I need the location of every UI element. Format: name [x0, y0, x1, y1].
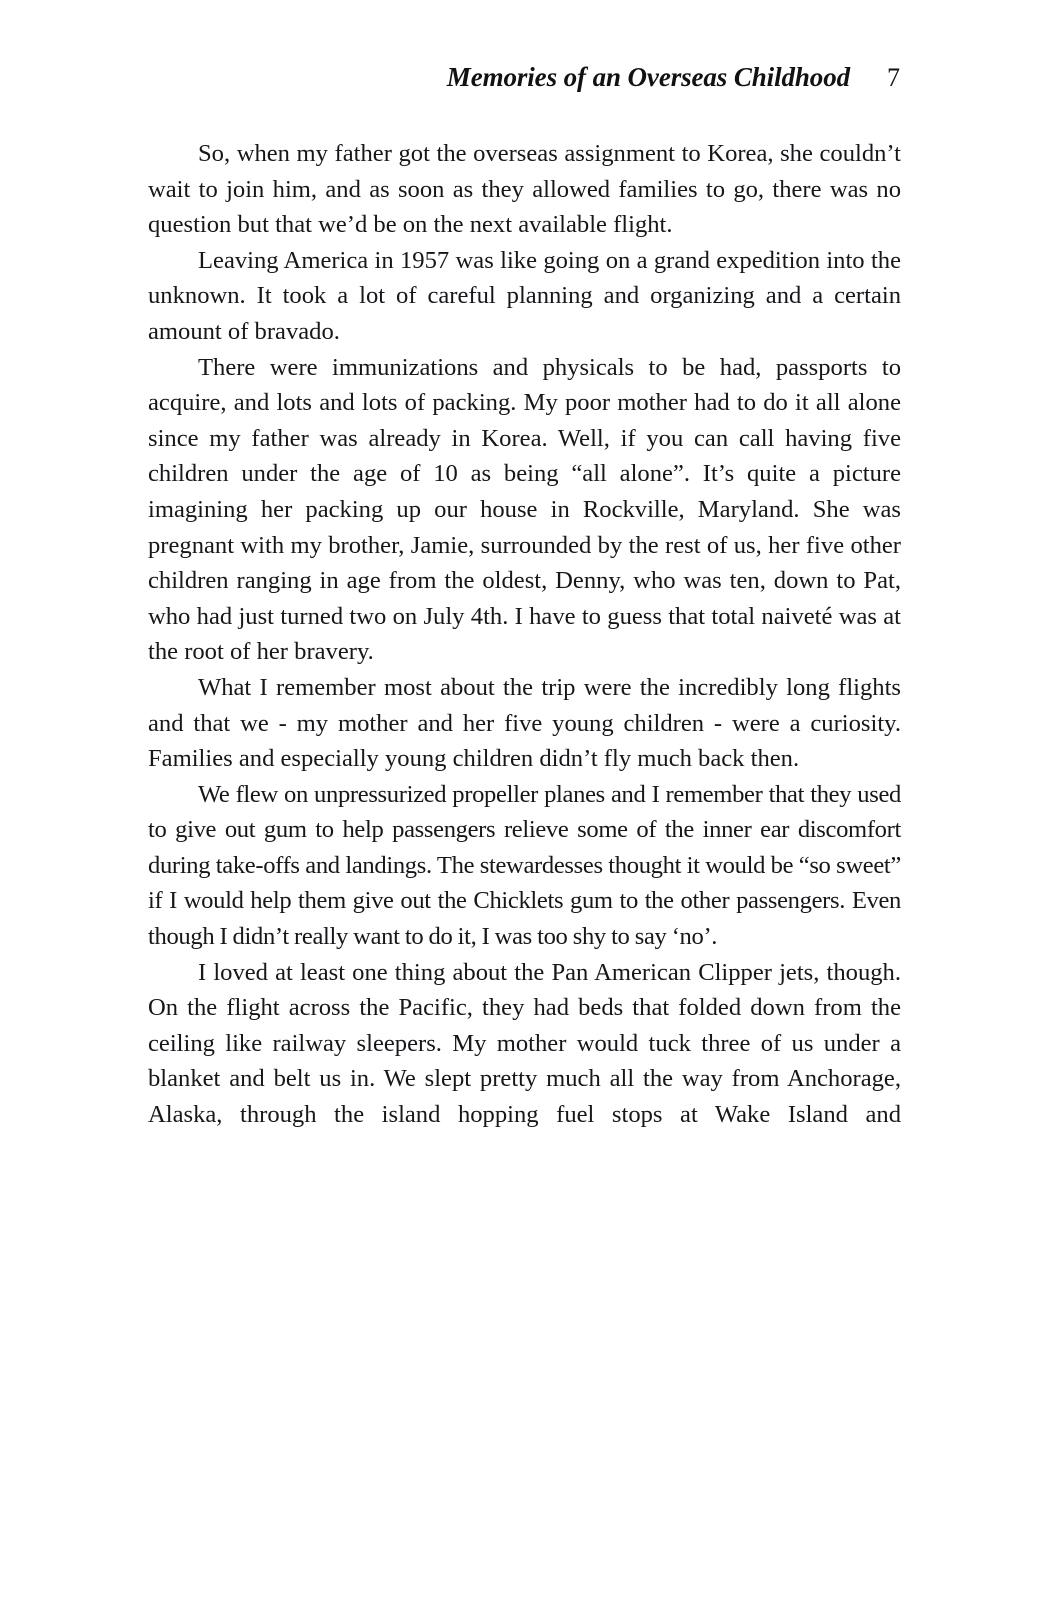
paragraph-5: We flew on unpressurized propeller planes and I remember that they used to give out gum to help passengers relieve some of the inner ear discomfort during take-offs and landings. The stewardesses thought it would be “so sweet” if I would help them give out the Chicklets gum to the other passengers. Even though I didn’t really want to do it, I was too shy to say ‘no’.	[148, 780, 901, 951]
paragraph-4: What I remember most about the trip were the incredibly long flights and that we - my mother and her five young children - were a curiosity. Families and especially young children didn’t fly much back then.	[148, 673, 901, 773]
page-number: 7	[887, 63, 900, 92]
paragraph-6: I loved at least one thing about the Pan American Clipper jets, though. On the flight across the Pacific, they had beds that folded down from the ceiling like railway sleepers. My mother would tuck three of us under a blanket and belt us in. We slept pretty much all the way from Anchorage, Alaska, through the island hopping fuel stops at Wake Island and	[148, 958, 901, 1129]
running-head	[148, 62, 900, 104]
paragraph-2: Leaving America in 1957 was like going on a grand expedition into the unknown. It took a lot of careful planning and organizing and a certain amount of bravado.	[148, 246, 901, 345]
paragraph-1: So, when my father got the overseas assignment to Korea, she couldn’t wait to join him, and as soon as they allowed families to go, there was no question but that we’d be on the next available flight.	[148, 140, 901, 239]
paragraph-3: There were immunizations and physicals to be had, passports to acquire, and lots and lots of packing. My poor mother had to do it all alone since my father was already in Korea. Well, if you can call having five children under the age of 10 as being “all alone”. It’s quite a picture imagining her packing up our house in Rockville, Maryland. She was pregnant with my brother, Jamie, surrounded by the rest of us, her five other children ranging in age from the oldest, Denny, who was ten, down to Pat, who had just turned two on July 4th. I have to guess that total naiveté was at the root of her bravery.	[148, 353, 901, 666]
body-text-block	[148, 136, 901, 1168]
running-head-title: Memories of an Overseas Childhood	[446, 62, 850, 92]
